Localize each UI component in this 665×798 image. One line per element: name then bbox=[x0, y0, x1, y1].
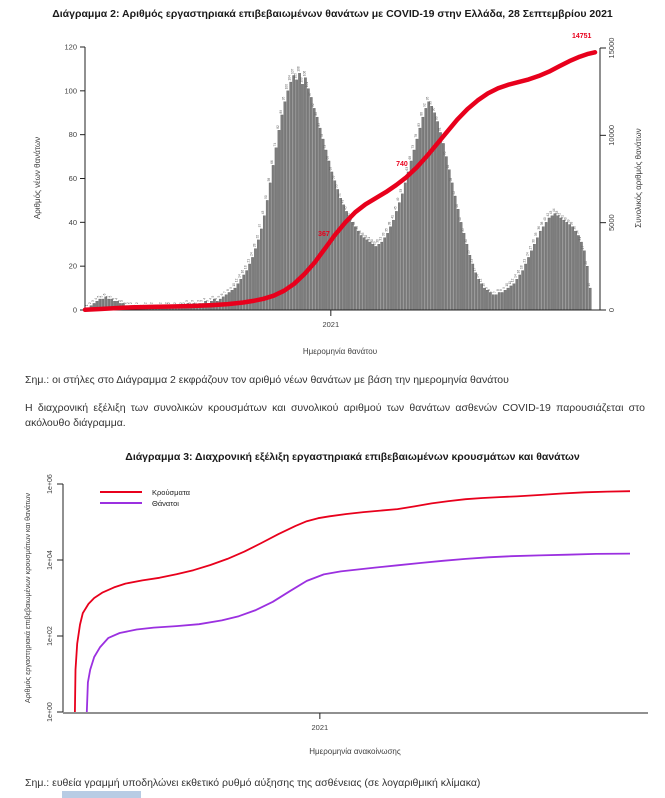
svg-text:2021: 2021 bbox=[311, 723, 329, 732]
svg-text:40: 40 bbox=[563, 217, 568, 221]
svg-text:30: 30 bbox=[375, 239, 380, 243]
svg-text:17: 17 bbox=[472, 267, 477, 272]
svg-text:Κρούσματα: Κρούσματα bbox=[152, 487, 191, 497]
svg-text:18: 18 bbox=[243, 265, 248, 270]
svg-text:9: 9 bbox=[484, 286, 489, 289]
svg-text:1e+00: 1e+00 bbox=[47, 702, 54, 722]
svg-text:100: 100 bbox=[64, 86, 77, 96]
svg-text:49: 49 bbox=[396, 197, 401, 202]
svg-text:2: 2 bbox=[134, 302, 139, 305]
svg-text:51: 51 bbox=[337, 193, 342, 197]
svg-text:5000: 5000 bbox=[607, 214, 616, 232]
svg-text:0: 0 bbox=[72, 305, 77, 315]
svg-text:92: 92 bbox=[422, 103, 427, 107]
svg-text:4: 4 bbox=[214, 297, 219, 300]
svg-text:58: 58 bbox=[449, 177, 454, 182]
svg-text:70: 70 bbox=[443, 151, 448, 156]
svg-text:1: 1 bbox=[176, 304, 181, 307]
svg-text:1e+02: 1e+02 bbox=[47, 626, 54, 646]
svg-text:10: 10 bbox=[587, 283, 592, 287]
diagram2-note: Σημ.: οι στήλες στο Διάγραμμα 2 εκφράζουν τον αριθμό νέων θανάτων με βάση την ημερομηνία θανάτου bbox=[25, 374, 509, 386]
svg-text:12: 12 bbox=[234, 278, 239, 283]
svg-text:88: 88 bbox=[419, 112, 424, 116]
svg-text:5: 5 bbox=[105, 295, 110, 298]
svg-text:7: 7 bbox=[222, 291, 227, 294]
svg-text:2: 2 bbox=[123, 302, 128, 305]
svg-text:2: 2 bbox=[149, 302, 154, 305]
svg-text:43: 43 bbox=[261, 210, 266, 215]
svg-text:108: 108 bbox=[296, 66, 301, 72]
svg-text:8: 8 bbox=[498, 289, 503, 291]
svg-text:58: 58 bbox=[267, 177, 272, 182]
svg-text:4: 4 bbox=[111, 297, 116, 300]
svg-text:1: 1 bbox=[131, 304, 136, 307]
svg-text:76: 76 bbox=[440, 138, 445, 142]
svg-text:89: 89 bbox=[278, 109, 283, 114]
svg-text:88: 88 bbox=[314, 112, 319, 116]
svg-text:1e+04: 1e+04 bbox=[47, 550, 54, 570]
svg-text:37: 37 bbox=[258, 223, 263, 228]
svg-text:12: 12 bbox=[510, 278, 515, 283]
svg-text:3: 3 bbox=[90, 300, 95, 302]
svg-text:63: 63 bbox=[405, 166, 410, 171]
svg-text:103: 103 bbox=[299, 77, 304, 83]
svg-text:3: 3 bbox=[205, 300, 210, 302]
svg-text:2: 2 bbox=[164, 302, 169, 305]
diagram3-note: Σημ.: ευθεία γραμμή υποδηλώνει εκθετικό ρυθμό αύξησης της ασθένειας (σε λογαριθμική κλίμακα) bbox=[25, 777, 481, 789]
svg-text:80: 80 bbox=[68, 130, 77, 140]
svg-text:20: 20 bbox=[68, 261, 77, 271]
svg-text:30: 30 bbox=[531, 239, 536, 243]
svg-text:7: 7 bbox=[490, 291, 495, 294]
svg-text:38: 38 bbox=[540, 221, 545, 226]
svg-text:73: 73 bbox=[410, 144, 415, 149]
svg-text:2: 2 bbox=[126, 302, 131, 305]
svg-text:32: 32 bbox=[255, 234, 260, 239]
svg-text:40: 40 bbox=[457, 217, 462, 221]
svg-text:10: 10 bbox=[231, 283, 236, 287]
svg-text:11: 11 bbox=[507, 281, 512, 285]
svg-text:36: 36 bbox=[537, 226, 542, 230]
svg-text:10: 10 bbox=[504, 283, 509, 287]
svg-text:2: 2 bbox=[193, 302, 198, 305]
svg-text:18: 18 bbox=[519, 265, 524, 270]
svg-text:41: 41 bbox=[390, 215, 395, 219]
svg-text:78: 78 bbox=[319, 134, 324, 138]
svg-text:86: 86 bbox=[434, 116, 439, 121]
svg-text:100: 100 bbox=[284, 84, 289, 90]
svg-text:38: 38 bbox=[569, 221, 574, 226]
svg-text:52: 52 bbox=[452, 190, 457, 195]
svg-text:2: 2 bbox=[181, 302, 186, 305]
svg-text:46: 46 bbox=[454, 204, 459, 208]
svg-text:14: 14 bbox=[237, 274, 242, 278]
svg-text:55: 55 bbox=[334, 184, 339, 188]
svg-text:33: 33 bbox=[360, 232, 365, 237]
svg-text:82: 82 bbox=[275, 125, 280, 129]
svg-text:78: 78 bbox=[413, 134, 418, 138]
svg-text:95: 95 bbox=[281, 96, 286, 101]
svg-text:50: 50 bbox=[264, 195, 269, 199]
svg-text:1: 1 bbox=[85, 304, 89, 307]
svg-text:106: 106 bbox=[302, 70, 307, 77]
svg-text:105: 105 bbox=[293, 73, 298, 79]
svg-text:90: 90 bbox=[431, 107, 436, 112]
svg-text:Αριθμός νέων θανάτων: Αριθμός νέων θανάτων bbox=[33, 136, 42, 220]
svg-text:16: 16 bbox=[516, 269, 521, 274]
svg-text:4: 4 bbox=[202, 297, 207, 300]
svg-text:367: 367 bbox=[318, 231, 330, 239]
svg-text:40: 40 bbox=[68, 217, 77, 227]
svg-text:66: 66 bbox=[269, 160, 274, 164]
svg-text:3: 3 bbox=[196, 300, 201, 302]
svg-text:31: 31 bbox=[378, 237, 383, 241]
svg-text:25: 25 bbox=[466, 250, 471, 254]
svg-text:34: 34 bbox=[575, 230, 580, 234]
svg-text:1: 1 bbox=[140, 304, 145, 307]
diagram2-chart bbox=[0, 28, 665, 362]
svg-text:73: 73 bbox=[322, 144, 327, 149]
svg-text:83: 83 bbox=[316, 123, 321, 127]
svg-text:64: 64 bbox=[446, 164, 451, 169]
svg-text:40: 40 bbox=[543, 217, 548, 221]
svg-text:95: 95 bbox=[425, 96, 430, 101]
svg-text:59: 59 bbox=[331, 175, 336, 180]
svg-text:16: 16 bbox=[240, 269, 245, 274]
svg-text:27: 27 bbox=[528, 245, 533, 250]
svg-text:15000: 15000 bbox=[607, 37, 616, 59]
body-paragraph: Η διαχρονική εξέλιξη των συνολικών κρουσμάτων και συνολικού αριθμού των θανάτων ασθενών COVID-19 παρουσιάζεται στο ακόλουθο διάγραμμα. bbox=[25, 402, 645, 430]
svg-text:2021: 2021 bbox=[322, 320, 340, 329]
svg-text:12: 12 bbox=[478, 278, 483, 283]
svg-text:2: 2 bbox=[143, 302, 148, 305]
svg-text:24: 24 bbox=[525, 252, 530, 256]
svg-text:40: 40 bbox=[349, 217, 354, 221]
svg-text:41: 41 bbox=[560, 215, 565, 219]
svg-text:5: 5 bbox=[217, 295, 222, 298]
svg-text:14: 14 bbox=[475, 274, 480, 278]
svg-text:24: 24 bbox=[249, 252, 254, 256]
svg-text:8: 8 bbox=[496, 289, 501, 291]
svg-text:60: 60 bbox=[68, 174, 77, 183]
svg-text:38: 38 bbox=[387, 221, 392, 226]
svg-text:35: 35 bbox=[384, 228, 389, 232]
svg-text:101: 101 bbox=[305, 81, 310, 88]
svg-text:31: 31 bbox=[366, 237, 371, 241]
diagram3-chart bbox=[0, 470, 665, 770]
svg-text:36: 36 bbox=[355, 226, 360, 230]
svg-text:2: 2 bbox=[178, 302, 183, 305]
svg-text:Αριθμός εργαστηριακά επιβεβαιω: Αριθμός εργαστηριακά επιβεβαιωμένων κρουσμάτων και θανάτων bbox=[23, 492, 32, 704]
svg-text:42: 42 bbox=[557, 212, 562, 217]
svg-text:1: 1 bbox=[152, 304, 157, 307]
svg-text:Ημερομηνία ανακοίνωσης: Ημερομηνία ανακοίνωσης bbox=[309, 747, 401, 756]
svg-text:42: 42 bbox=[346, 212, 351, 217]
svg-text:10: 10 bbox=[481, 283, 486, 287]
svg-text:14751: 14751 bbox=[571, 33, 592, 41]
svg-text:81: 81 bbox=[437, 127, 442, 131]
svg-text:5: 5 bbox=[211, 295, 216, 298]
svg-text:27: 27 bbox=[581, 245, 586, 250]
svg-text:68: 68 bbox=[407, 155, 412, 160]
svg-text:93: 93 bbox=[428, 101, 433, 105]
svg-text:5: 5 bbox=[99, 295, 104, 298]
svg-text:44: 44 bbox=[551, 208, 556, 213]
svg-text:34: 34 bbox=[358, 230, 363, 234]
svg-text:45: 45 bbox=[393, 206, 398, 210]
svg-text:43: 43 bbox=[554, 210, 559, 215]
svg-text:42: 42 bbox=[545, 212, 550, 217]
svg-text:9: 9 bbox=[228, 286, 233, 289]
svg-text:28: 28 bbox=[252, 243, 257, 248]
svg-text:14: 14 bbox=[513, 274, 518, 278]
svg-text:120: 120 bbox=[64, 42, 77, 52]
svg-text:92: 92 bbox=[311, 103, 316, 107]
svg-text:Θάνατοι: Θάνατοι bbox=[152, 498, 179, 508]
svg-text:30: 30 bbox=[463, 239, 468, 243]
svg-text:8: 8 bbox=[225, 289, 230, 291]
svg-text:33: 33 bbox=[381, 232, 386, 237]
svg-text:1e+06: 1e+06 bbox=[47, 474, 54, 494]
svg-text:36: 36 bbox=[572, 226, 577, 230]
svg-text:0: 0 bbox=[607, 307, 616, 313]
svg-text:29: 29 bbox=[372, 241, 377, 245]
svg-text:1: 1 bbox=[137, 304, 142, 307]
svg-text:74: 74 bbox=[272, 142, 277, 147]
svg-text:58: 58 bbox=[402, 177, 407, 182]
svg-text:3: 3 bbox=[190, 300, 195, 302]
svg-text:32: 32 bbox=[363, 234, 368, 239]
svg-text:104: 104 bbox=[287, 75, 292, 81]
svg-text:1: 1 bbox=[155, 304, 160, 307]
diagram2-title: Διάγραμμα 2: Αριθμός εργαστηριακά επιβεβαιωμένων θανάτων με COVID-19 στην Ελλάδα, 28 Σεπτεμβρίου 2021 bbox=[52, 8, 613, 20]
svg-text:6: 6 bbox=[220, 293, 225, 296]
svg-text:1: 1 bbox=[170, 304, 175, 307]
next-table-edge bbox=[62, 791, 141, 798]
svg-text:2: 2 bbox=[129, 302, 134, 305]
svg-text:3: 3 bbox=[117, 300, 122, 302]
svg-text:Συνολικός αριθμός θανάτων: Συνολικός αριθμός θανάτων bbox=[634, 128, 643, 228]
svg-text:9: 9 bbox=[501, 286, 506, 289]
svg-text:35: 35 bbox=[460, 228, 465, 232]
svg-text:5: 5 bbox=[96, 295, 101, 298]
svg-text:31: 31 bbox=[578, 237, 583, 241]
svg-text:2: 2 bbox=[87, 302, 92, 305]
svg-text:1: 1 bbox=[146, 304, 151, 307]
svg-text:21: 21 bbox=[522, 258, 527, 263]
svg-text:1: 1 bbox=[161, 304, 166, 307]
svg-text:97: 97 bbox=[308, 92, 313, 96]
svg-text:68: 68 bbox=[325, 155, 330, 160]
svg-text:48: 48 bbox=[340, 199, 345, 204]
svg-text:39: 39 bbox=[566, 219, 571, 224]
svg-text:Ημερομηνία θανάτου: Ημερομηνία θανάτου bbox=[302, 347, 378, 356]
svg-text:7: 7 bbox=[493, 291, 498, 294]
svg-text:2: 2 bbox=[167, 302, 172, 305]
diagram3-title: Διάγραμμα 3: Διαχρονική εξέλιξη εργαστηριακά επιβεβαιωμένων κρουσμάτων και θανάτων bbox=[125, 451, 580, 463]
svg-text:3: 3 bbox=[120, 300, 125, 302]
svg-text:21: 21 bbox=[469, 258, 474, 263]
svg-text:3: 3 bbox=[184, 300, 189, 302]
svg-text:4: 4 bbox=[114, 297, 119, 300]
svg-text:21: 21 bbox=[246, 258, 251, 263]
svg-text:8: 8 bbox=[487, 289, 492, 291]
svg-text:4: 4 bbox=[93, 297, 98, 300]
svg-text:38: 38 bbox=[352, 221, 357, 226]
svg-text:45: 45 bbox=[343, 206, 348, 210]
svg-text:53: 53 bbox=[399, 188, 404, 193]
svg-text:3: 3 bbox=[199, 300, 204, 302]
svg-text:107: 107 bbox=[290, 68, 295, 74]
svg-text:4: 4 bbox=[208, 297, 213, 300]
svg-text:6: 6 bbox=[102, 293, 107, 296]
svg-text:83: 83 bbox=[416, 123, 421, 127]
svg-text:2: 2 bbox=[173, 302, 178, 305]
svg-text:2: 2 bbox=[158, 302, 163, 305]
svg-text:10000: 10000 bbox=[607, 124, 616, 146]
svg-text:43: 43 bbox=[548, 210, 553, 215]
svg-text:33: 33 bbox=[534, 232, 539, 237]
svg-text:20: 20 bbox=[584, 261, 589, 265]
svg-text:63: 63 bbox=[328, 166, 333, 171]
svg-text:30: 30 bbox=[369, 239, 374, 243]
svg-text:2: 2 bbox=[187, 302, 192, 305]
svg-text:740: 740 bbox=[396, 160, 408, 168]
svg-text:5: 5 bbox=[108, 295, 113, 298]
